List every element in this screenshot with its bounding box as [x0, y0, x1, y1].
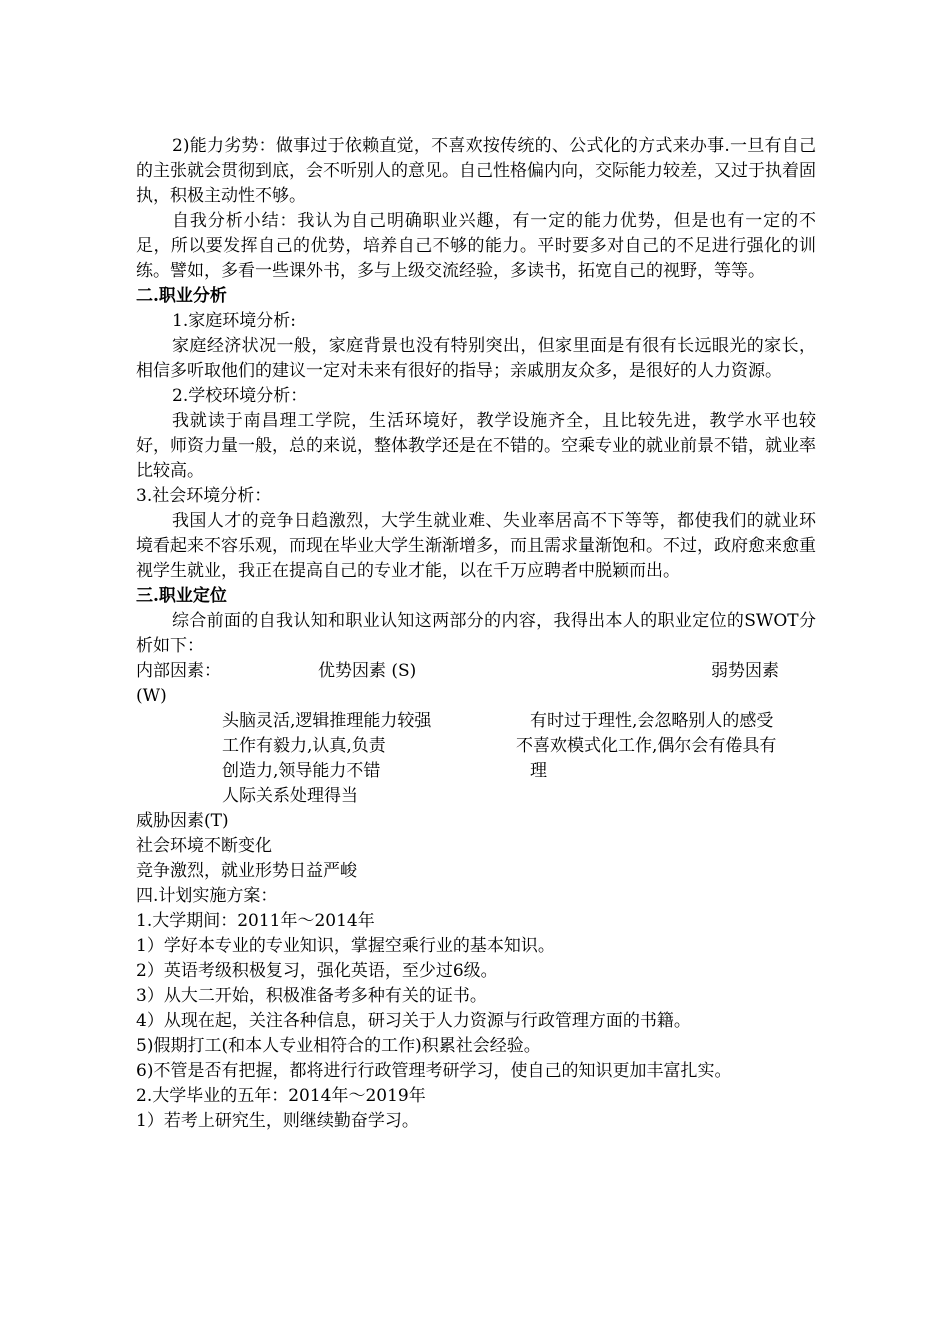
swot-table	[136, 709, 816, 809]
phase-1-item: 1）学好本专业的专业知识，掌握空乘行业的基本知识。	[136, 936, 555, 956]
phase-1-item: 4）从现在起，关注各种信息，研习关于人力资源与行政管理方面的书籍。	[136, 1011, 691, 1031]
society-env-title: 3.社会环境分析：	[136, 486, 272, 506]
weakness-item: 有时过于理性,会忽略别人的感受	[530, 711, 774, 731]
phase-1-item: 6)不管是否有把握，都将进行行政管理考研学习，使自己的知识更加丰富扎实。	[136, 1061, 732, 1081]
phase-1-item: 3）从大二开始，积极准备考多种有关的证书。	[136, 986, 487, 1006]
weakness-item: 理	[530, 761, 547, 781]
section-2-heading: 二.职业分析	[136, 286, 227, 306]
weakness-code: (W)	[136, 686, 167, 706]
strengths-list	[222, 709, 431, 809]
threat-item: 竞争激烈，就业形势日益严峻	[136, 861, 357, 881]
strength-item: 头脑灵活,逻辑推理能力较强	[222, 711, 432, 731]
strength-item: 人际关系处理得当	[222, 786, 358, 806]
school-env-text: 我就读于南昌理工学院，生活环境好，教学设施齐全，且比较先进，教学水平也较好，师资力量一般，总的来说，整体教学还是在不错的。空乘专业的就业前景不错，就业率比较高。	[136, 411, 816, 481]
swot-weakness-code-row	[136, 684, 816, 709]
ability-weakness-paragraph: 2)能力劣势：做事过于依赖直觉，不喜欢按传统的、公式化的方式来办事.一旦有自己的主张就会贯彻到底，会不听别人的意见。自己性格偏内向，交际能力较差，又过于执着固执，积极主动性不够。	[136, 136, 816, 206]
phase-1-item: 2）英语考级积极复习，强化英语，至少过6级。	[136, 961, 498, 981]
threat-item: 社会环境不断变化	[136, 836, 272, 856]
self-analysis-summary: 自我分析小结：我认为自己明确职业兴趣，有一定的能力优势，但是也有一定的不足，所以要发挥自己的优势，培养自己不够的能力。平时要多对自己的不足进行强化的训练。譬如，多看一些课外书，多与上级交流经验，多读书，拓宽自己的视野，等等。	[136, 211, 816, 281]
internal-factors-label: 内部因素：	[136, 661, 221, 681]
strength-factors-label: 优势因素 (S)	[318, 661, 417, 681]
weakness-factors-label: 弱势因素	[711, 661, 779, 681]
phase-2-item: 1）若考上研究生，则继续勤奋学习。	[136, 1111, 419, 1131]
phase-1-item: 5)假期打工(和本人专业相符合的工作)积累社会经验。	[136, 1036, 541, 1056]
threat-factors-label: 威胁因素(T)	[136, 811, 229, 831]
document-page	[136, 134, 816, 1134]
school-env-title: 2.学校环境分析：	[172, 386, 308, 406]
weakness-item: 不喜欢模式化工作,偶尔会有倦具有	[516, 736, 777, 756]
weaknesses-list	[516, 709, 776, 784]
phase-1-title: 1.大学期间：2011年～2014年	[136, 911, 375, 931]
strength-item: 工作有毅力,认真,负责	[222, 736, 386, 756]
family-env-text: 家庭经济状况一般，家庭背景也没有特别突出，但家里面是有很有长远眼光的家长，相信多听取他们的建议一定对未来有很好的指导；亲戚朋友众多，是很好的人力资源。	[136, 336, 816, 381]
society-env-text: 我国人才的竞争日趋激烈，大学生就业难、失业率居高不下等等，都使我们的就业环境看起来不容乐观，而现在毕业大学生渐渐增多，而且需求量渐饱和。不过，政府愈来愈重视学生就业，我正在提高自己的专业才能，以在千万应聘者中脱颖而出。	[136, 511, 816, 581]
section-3-heading: 三.职业定位	[136, 586, 227, 606]
phase-2-title: 2.大学毕业的五年：2014年～2019年	[136, 1086, 426, 1106]
strength-item: 创造力,领导能力不错	[222, 761, 381, 781]
positioning-intro: 综合前面的自我认知和职业认知这两部分的内容，我得出本人的职业定位的SWOT分析如下：	[136, 611, 816, 656]
family-env-title: 1.家庭环境分析:	[172, 311, 296, 331]
swot-header-row	[136, 659, 816, 684]
section-4-heading: 四.计划实施方案：	[136, 886, 278, 906]
